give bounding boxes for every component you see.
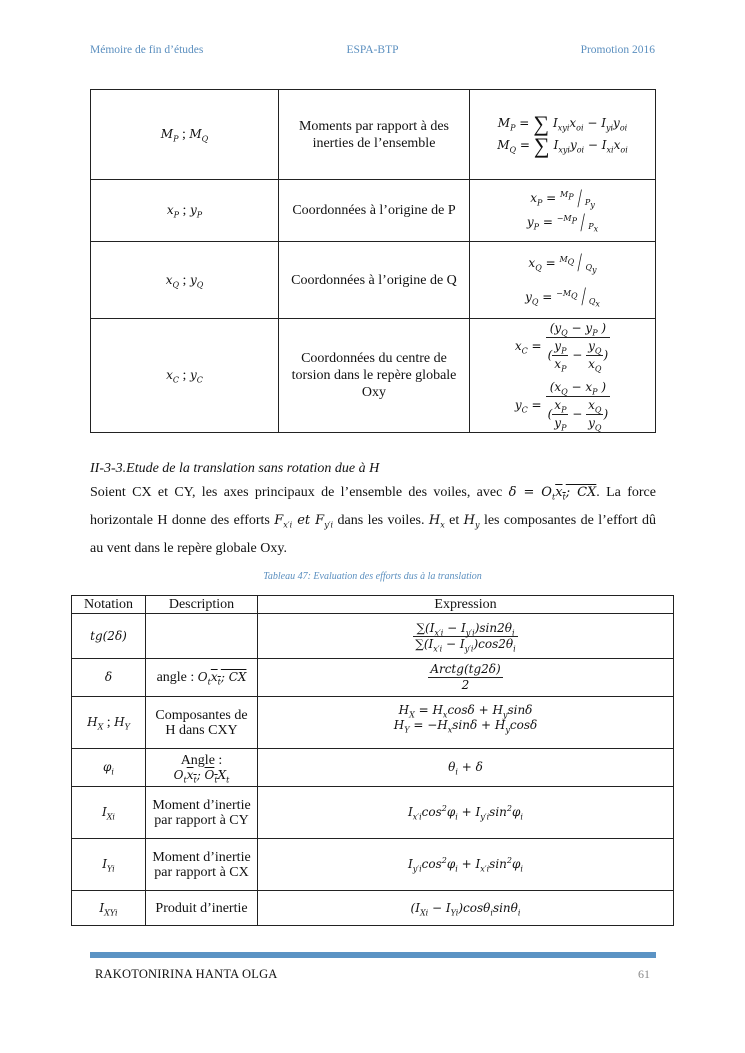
table-row: $I_{XYi}$ Produit d’inertie $(I_{Xi} - I_{Yi})\cos\theta_i\sin\theta_i$: [72, 891, 674, 926]
page-number: 61: [638, 967, 650, 981]
description-cell: Coordonnées à l’origine de Q: [278, 242, 469, 319]
table-row: $H_X$ ; $H_Y$ Composantes de H dans CXY $H_X = H_x\cos\delta + H_y\sin\delta$ $H_Y = -H_x\sin\delta + H_y\cos\delta$: [72, 697, 674, 749]
table-row: [91, 319, 656, 433]
table-row: [91, 242, 656, 319]
table-row: $I_{Xi}$ Moment d’inertie par rapport à CY $I_{x'i}\cos^2\varphi_i + I_{y'i}\sin^2\varphi_i$: [72, 787, 674, 839]
expression-cell: $x_P = ^{M_P}$ / $_{P_y}$ $y_P = ^{-M_P}$ / $_{P_x}$: [469, 180, 655, 242]
header-expression: Expression: [258, 596, 674, 614]
notation-cell: $x_C$ ; $y_C$: [91, 319, 279, 433]
table-row: δ angle : $O_tx_t$; CX $\frac{\text{Arctg(tg2δ)}}{2}$: [72, 659, 674, 697]
expression-cell: $x_C$ = ($y_Q - y_P$ ) ( $\frac{y_P}{x_P}$ − $\frac{y_Q}{x_Q}$ ) $y_C$ = ($x_Q - x_P$ ) ( $\frac{x_P}{y_P}$ − $\frac{x_Q}{y_Q}$ ): [469, 319, 655, 433]
table-row: [91, 180, 656, 242]
notation-cell: $x_Q$ ; $y_Q$: [91, 242, 279, 319]
footer-author: RAKOTONIRINA HANTA OLGA: [95, 967, 278, 981]
description-cell: Coordonnées du centre de torsion dans le repère globale Oxy: [278, 319, 469, 433]
header-center: ESPA-BTP: [346, 44, 399, 56]
notation-cell: $M_P$ ; $M_Q$: [91, 90, 279, 180]
description-cell: Moments par rapport à des inerties de l’ensemble: [278, 90, 469, 180]
footer-bar: [90, 952, 656, 958]
table-row: $I_{Yi}$ Moment d’inertie par rapport à CX $I_{y'i}\cos^2\varphi_i + I_{x'i}\sin^2\varphi_i$: [72, 839, 674, 891]
notation-cell: $x_P$ ; $y_P$: [91, 180, 279, 242]
table-caption: Tableau 47: Evaluation des efforts dus à la translation: [263, 571, 482, 582]
header-left: Mémoire de fin d’études: [90, 44, 204, 56]
description-cell: Coordonnées à l’origine de P: [278, 180, 469, 242]
header-right: Promotion 2016: [580, 44, 655, 56]
section-title: II-3-3.Etude de la translation sans rotation due à H: [90, 461, 380, 476]
table-row: $\varphi_i$ Angle : $O_tx_t$; $O_tX_t$ $\theta_i + \delta$: [72, 749, 674, 787]
expression-cell: $x_Q = ^{M_Q}$ / $_{Q_y}$ $y_Q = ^{-M_Q}$ / $_{Q_x}$: [469, 242, 655, 319]
paragraph: Soient CX et CY, les axes principaux de l’ensemble des voiles, avec $\delta = O_tx_t$; CX. La force horizontale H donne des efforts $F_{x'i}$ et $F_{y'i}$ dans les voiles. $H_x$ et $H_y$ les composantes de l’effort dû au vent dans le repère globale Oxy.: [90, 485, 657, 556]
table-header-row: [72, 596, 674, 614]
formula-table-1: [90, 89, 656, 433]
header-notation: Notation: [72, 596, 146, 614]
formula-table-2: [71, 595, 674, 926]
expression-cell: $M_P$ = ∑ $I_{xyi}x_{oi} - I_{yi}y_{oi}$ $M_Q$ = ∑ $I_{xyi}y_{oi} - I_{xi}x_{oi}$: [469, 90, 655, 180]
table-row: [91, 90, 656, 180]
header-description: Description: [146, 596, 258, 614]
table-row: tg(2δ) $\frac{\sum(I_{x'i} - I_{y'i})\sin 2\theta_i}{\sum(I_{x'i} - I_{y'i})\cos 2\theta_i}$: [72, 614, 674, 659]
